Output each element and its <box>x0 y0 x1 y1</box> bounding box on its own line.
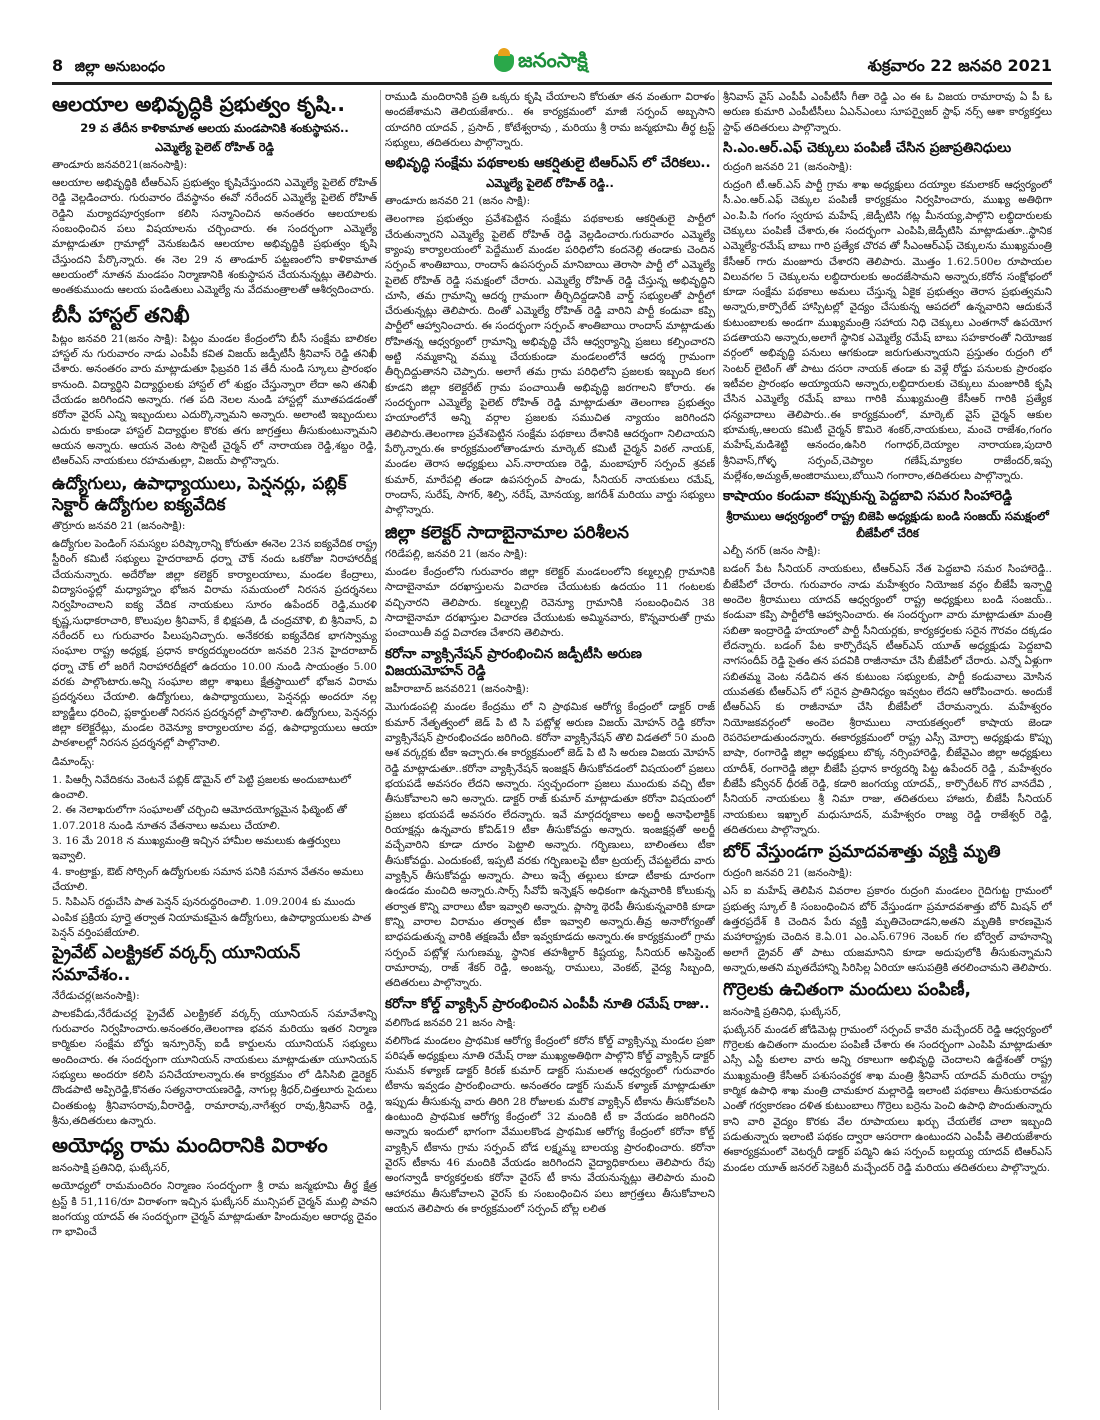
demands-label: డిమాండ్స్: <box>52 755 95 768</box>
column-divider <box>380 90 381 1410</box>
news-article <box>723 488 1052 838</box>
article-dateline: తాండూరు జనవరి 21 (జనం సాక్షి): <box>385 195 531 208</box>
article-headline: సి.ఎం.ఆర్.ఎఫ్ చెక్కులు పంపిణీ చేసిన ప్రజాప్రతినిధులు <box>723 139 1012 156</box>
article-subheadline: 29 వ తేదీన కాళికామాత ఆలయ మండపానికి శంకుస్థాపన.. <box>80 121 349 135</box>
article-headline: గొర్రెలకు ఉచితంగా మందులు పంపిణీ, <box>723 980 971 1001</box>
news-article <box>723 980 1052 1176</box>
news-article <box>52 474 377 942</box>
article-headline: ఉద్యోగులు, ఉపాధ్యాయులు, పెన్షనర్లు, పబ్లిక్ సెక్టార్ ఉద్యోగుల ఐక్యవేదిక <box>52 473 347 515</box>
logo-emblem-icon <box>494 54 514 72</box>
article-headline: అభివృద్ధి సంక్షేమ పథకాలకు ఆకర్షితులై టిఆర్ఎస్ లో చేరికలు.. <box>385 155 711 172</box>
article-headline: బీసీ హాస్టల్ తనిఖీ <box>52 302 190 327</box>
news-article <box>52 1133 377 1240</box>
paper-name: జనంసాక్షి <box>518 48 588 72</box>
news-article <box>52 943 377 1129</box>
article-headline: కరోనా కోల్డ్ వ్యాక్సిన్ ప్రారంభించిన ఎంపీపీ నూతి రమేష్ రాజు.. <box>385 995 710 1012</box>
news-article <box>723 140 1052 484</box>
column-2 <box>385 90 715 1412</box>
news-article <box>385 646 715 992</box>
article-body: ఆలయాల అభివృద్ధికి టీఆర్ఎస్ ప్రభుత్వం కృషిచేస్తుందని ఎమ్మెల్యే పైలెట్ రోహిత్ రెడ్డి వెల్లడించారు. గురువారం దేవస్థానం ఈవో నరేందర్ ఎమ్మెల్యే పైలెట్ రోహిత్ రెడ్డిని మర్యాదపూర్వకంగా కలిసి సన్మానించిన అనంతరం ఆలయాలకు సంబంధించిన పలు విషయాలను చర్చించారు. ఈ సందర్భంగా ఎమ్మెల్యే మాట్లాడుతూ గ్రామాల్లో వెనుకబడిన ఆలయాల అభివృద్ధికి ప్రభుత్వం కృషి చేస్తుందని పేర్కొన్నారు. ఈ నెల 29 న తాండూర్ పట్టణంలోని కాళికామాత ఆలయంలో నూతన మండపం నిర్మాణానికి శంకుస్థాపన చేయనున్నట్లు తెలిపారు. అంతకుముందు ఆలయ పండితులు ఎమ్మెల్యే ను వేదమంత్రాలతో ఆశీర్వదించారు. <box>52 177 377 297</box>
article-body: పిట్లం జనవరి 21(జనం సాక్షి): పిట్లం మండల కేంద్రంలోని బీసీ సంక్షేమ బాలికల హాస్టల్ ను గురువారం నాడు ఎంపీపీ కవిత విజయ్ జడ్పీటీసీ శ్రీనివాస్ రెడ్డి తనిఖీ చేశారు. అనంతరం వారు మాట్లాడుతూ ఫిబ్రవరి 1వ తేదీ నుండి స్కూలు ప్రారంభం కానుంది. విద్యార్థిని విద్యార్థులకు హాస్టల్ లో శుభ్రం చేస్తున్నారా లేదా అని తనిఖీ చేయడం జరిగిందని అన్నారు. గత పది నెలల నుండి హాస్టల్లో మూతపడడంతో కరోనా వైరస్ ఎన్ని ఇబ్బందులు ఎదుర్కొన్నామని అన్నారు. అలాంటి ఇబ్బందులు ఎదురు కాకుండా హాస్టల్ విద్యార్థుల కొరకు తగు జాగ్రత్తలు తీసుకుంటున్నామని ఆయన అన్నారు. ఆయన వెంట సొసైటీ చైర్మన్ లో నారాయణ రెడ్డి,శబ్దం రెడ్డి, టిఆర్ఎస్ నాయకులు రహమతుల్లా, విజయ్ పాల్గొన్నారు. <box>52 332 377 468</box>
article-dateline: తాండూరు జనవరి21(జనంసాక్షి): <box>52 159 188 171</box>
list-item: 2. ఈ నెలాఖరులోగా సంఘాలతో చర్చించి ఆమోదయోగ్యమైన ఫిట్మెంట్ తో 1.07.2018 నుండి నూతన వేతనాలు అమలు చేయాలి. <box>52 804 347 832</box>
article-headline: కాషాయం కండువా కప్పుకున్న పెద్దబావి సమర సింహారెడ్డి <box>723 488 1013 505</box>
article-body: రాముడి మందిరానికి ప్రతి ఒక్కరు కృషి చేయాలని కోరుతూ తన వంతుగా విరాళం అందజేశామని తెలియజేశారు.. ఈ కార్యక్రమంలో మాజీ సర్పంచ్ అబ్బసాని యాదగిరి యాదవ్ , ప్రసాద్ , కోటేశ్వరావు , మరియు శ్రీ రామ జన్మభూమి తీర్థ ట్రస్ట్ సభ్యులు, తదితరులు పాల్గొన్నారు. <box>385 91 715 149</box>
article-dateline: జనంసాక్షి ప్రతినిధి, ఘట్కేసర్, <box>52 1162 171 1175</box>
article-body: రుద్రంగి టీ.ఆర్.ఎస్ పార్టీ గ్రామ శాఖ అధ్యక్షులు దయ్యాల కమలాకర్ ఆధ్వర్యంలో సీ.ఎం.ఆర్.ఎఫ్ చెక్కుల పంపిణీ కార్యక్రమం నిర్వహించారు, ముఖ్య అతిథిగా ఎం.పి.పి గంగం స్వరూప మహేష్ ,జెడ్పీటిసి గట్ల మీనయ్య,పాల్గొని లబ్ధిదారులకు చెక్కులు పంపిణీ చేశారు,ఈ సందర్భంగా ఎంపిపి,జెడ్పీటిసి మాట్లాడుతూ..స్థానిక ఎమ్మెల్యే-రమేష్ బాబు గారి ప్రత్యేక చొరవ తో సీఎంఆర్ఎఫ్ చెక్కులను ముఖ్యమంత్రి కేసీఆర్ గారు మంజూరు చేశారని తెలిపారు. మొత్తం 1.62.500ల రూపాయల విలువగల 5 చెక్కులను లబ్ధిదారులకు అందజేసామని అన్నారు,కరోన సంక్షోభంలో కూడా సంక్షేమ పథకాలు అమలు చేస్తున్న ఏకైక ప్రభుత్వం తెరాస ప్రభుత్వమని అన్నారు,కార్పొరేట్ హాస్పిటల్లో వైద్యం చేసుకున్న ఆపదలో ఉన్నవారిని ఆదుకునే కుటుంబాలకు అండగా ముఖ్యమంత్రి సహాయ నిధి చెక్కులు ఎంతగానో ఉపయోగ పడతాయని అన్నారు,అలాగే స్థానిక ఎమ్మెల్యే రమేష్ బాబు సహకారంతో నియోజక వర్గంలో అభివృద్ధి పనులు ఆగకుండా జరుగుతున్నాయని ప్రస్తుతం రుద్రంగి లో సెంటర్ లైటింగ్ తో పాటు దసరా నాయక్ తండా కు వెళ్లే రోడ్డు పనులకు ప్రారంభం ఇటీవల ప్రారంభం అయ్యాయని అన్నారు,లబ్ధిదారులకు చెక్కులు మంజూరికి కృషి చేసిన ఎమ్మెల్యే రమేష్ బాబు గారికి ముఖ్యమంత్రి కేసీఆర్ గారికి ప్రత్యేక ధన్యవాదాలు తెలిపారు..ఈ కార్యక్రమంలో, మార్కెట్ వైస్ చైర్మన్ ఆకుల భూమక్క,ఆలయ కమిటీ చైర్మన్ కొమిరె శంకర్,నాయకులు, మంచె రాజేశం,గంగం మహేష్,మడిశెట్టి ఆనందం,ఉసిరి గంగాధర్,దెయ్యాల నారాయణ,పుదారి శ్రీనివాస్,గోళ్ళ సర్పంచ్,చెప్యాల గణేష్,మ్యాకల రాజేందర్,ఇప్ప మల్లేశం,అచ్యుత్,అంజిరాములు,బోయిని గంగారాం,తదితరులు పాల్గొన్నారు. <box>723 178 1052 483</box>
section-name: జిల్లా అనుబంధం <box>74 59 165 75</box>
article-body: అయోధ్యలో రామమందిరం నిర్మాణం సందర్భంగా శ్రీ రామ జన్మభూమి తీర్థ క్షేత్ర ట్రస్ట్ కి 51,116/రూ విరాళంగా ఇచ్చిన ఘట్కేసర్ మున్సిపల్ చైర్మన్ ముల్లి పావని జంగయ్య యాదవ్ ఈ సందర్భంగా చైర్మన్ మాట్లాడుతూ హిందువుల ఆరాధ్య దైవం గా భావించే <box>52 1180 377 1239</box>
article-subheadline: ఎమ్మెల్యే పైలెట్ రోహిత్ రెడ్డి <box>154 140 275 154</box>
article-body: శ్రీనివాస్ వైస్ ఎంపీపీ ఎంపీటీసీ గీతా రెడ్డి ఎం ఈ ఓ విజయ రామారావు ఏ పీ ఓ అరుణ కుమారి ఎంపీటీసీలు ఏఎన్ఎంలు సూపర్వైజర్ స్టాఫ్ నర్స్ ఆశా కార్యకర్తలు స్టాఫ్ తదితరులు పాల్గొన్నారు. <box>723 91 1052 134</box>
article-headline: ప్రైవేట్ ఎలక్ట్రికల్ వర్కర్స్ యూనియన్ సమావేశం.. <box>52 943 301 985</box>
news-article <box>723 90 1052 136</box>
article-dateline: రుద్రంగి జనవరి 21 (జనంసాక్షి): <box>723 867 853 880</box>
news-article <box>385 155 715 518</box>
list-item: 4. కాంట్రాక్టు, ఔట్ సోర్సింగ్ ఉద్యోగులకు సమాన పనికి సమాన వేతనం అమలు చేయాలి. <box>52 865 364 893</box>
article-dateline: వలిగొండ జనవరి 21 జనం సాక్షి: <box>385 1016 516 1029</box>
news-article <box>385 90 715 151</box>
news-article <box>52 92 377 299</box>
article-body: వలిగొండ మండలం ప్రాథమిక ఆరోగ్య కేంద్రంలో కరోన కోల్డ్ వ్యాక్సిన్ను మండల ప్రజా పరిషత్ అధ్యక్షులు నూతి రమేష్ రాజు ముఖ్యఅతిథిగా పాల్గొని కోల్డ్ వ్యాక్సిన్ డాక్టర్ సుమన్ కళ్యాణ్ డాక్టర్ కిరణ్ కుమార్ డాక్టర్ సుమలత ఆధ్వర్యంలో గురువారం టీకాను ఇవ్వడం ప్రారంభించారు. అనంతరం డాక్టర్ సుమన్ కళ్యాణ్ మాట్లాడుతూ ఇప్పుడు తీసుకున్న వారు తిరిగి 28 రోజులకు మరొక వ్యాక్సిన్ టీకాను తీసుకోవలసి ఉంటుంది ప్రాథమిక ఆరోగ్య కేంద్రంలో 32 మందికి టీ కా వేయడం జరిగిందని అన్నారు ఇందులో భాగంగా వేములకొండ ప్రాథమిక ఆరోగ్య కేంద్రంలో కరోనా కోల్డ్ వ్యాక్సిన్ టీకాను గ్రామ సర్పంచ్ బోడ లక్ష్మమ్మ బాలయ్య ప్రారంభించారు. కరోనా వైరస్ టీకాను 46 మందికి వేయడం జరిగిందని వైద్యాధికారులు తెలిపారు రేపు అంగన్వాడీ కార్యకర్తలకు కరోనా వైరస్ టీ కాను వేయనున్నట్లు తెలిపారు మంచి ఆహారము తీసుకోవాలని వైరస్ కు సంబంధించిన పలు జాగ్రత్తలు తీసుకోవాలని ఆయన తెలిపారు ఈ కార్యక్రమంలో సర్పంచ్ బోల్ల లలిత <box>385 1034 715 1216</box>
column-1 <box>52 90 377 1412</box>
article-headline: బోర్ వేస్తుండగా ప్రమాదవశాత్తు వ్యక్తి మృతి <box>723 842 1001 863</box>
list-item: 5. సిపిఎస్ రద్దుచేసి పాత పెన్షన్ పునరుద్ధరించాలి. 1.09.2004 కు ముందు ఎంపిక ప్రక్రియ పూర్తై తర్వాత నియామకమైన ఉద్యోగులు, ఉపాధ్యాయులకు పాత పెన్షన్ వర్తింపజేయాలి. <box>52 896 372 939</box>
article-dateline: జహీరాబాద్ జనవరి21 (జనంసాక్షి): <box>385 683 530 696</box>
article-body: పాలకవీడు,నేరేడుచర్ల ప్రైవేట్ ఎలక్ట్రికల్ వర్కర్స్ యూనియన్ సమావేశాన్ని గురువారం నిర్వహించారు.అనంతరం,తెలంగాణ భవన మరియు ఇతర నిర్మాణ కార్మికుల సంక్షేమ బోర్డు ఇన్సూరెన్స్ ఐడీ కార్డులను యూనియన్ సభ్యులు అందించారు. ఈ సందర్భంగా యూనియన్ నాయకులు మాట్లాడుతూ యూనియన్ సభ్యులు అందరూ కలిసి పనిచేయాలన్నారు.ఈ కార్యక్రమం లో డిసిసిబి డైరెక్టర్ దొండపాటి అప్పిరెడ్డి,కొనతం సత్యనారాయణరెడ్డి, నాగుల్ల శ్రీధర్,చిత్తలూరు సైదులు చింతకుంట్ల శ్రీనివాసరావు,వీరారెడ్డి, రామారావు,నాగేశ్వర రావు,శ్రీనివాస్ రెడ్డి, శ్రీను,తదితరులు ఉన్నారు. <box>52 1007 377 1128</box>
article-body: ఎస్ ఐ మహేష్ తెలిపిన వివరాల ప్రకారం రుద్రంగి మండలం గైదిగుట్ట గ్రామంలో ప్రభుత్వ స్కూల్ కి సంబంధించిన బోర్ వేస్తుండగా ప్రమాదవశాత్తు బోర్ మిషన్ లో ఉత్తరప్రదేశ్ కి చెందిన పేరు వ్యక్తి మృతిచెందాడని,అతని మృతికి కారణమైన మహారాష్ట్రకు చెందిన కె.ఏ.01 ఎం.ఎస్.6796 నెంబర్ గల బోర్వెల్ వాహనాన్ని అలాగే డ్రైవర్ తో పాటు యజమానిని కూడా అదుపులోకి తీసుకున్నామని అన్నారు,అతని మృతదేహాన్ని సిరిసిల్ల ఏరియా ఆసుపత్రికి తరలించామని తెలిపారు. <box>723 885 1052 975</box>
article-dateline: నేరేడుచర్ల(జనంసాక్షి): <box>52 989 140 1002</box>
demands-list <box>52 773 377 942</box>
article-headline: జిల్లా కలెక్టర్ సాదాబైనామాల పరిశీలన <box>385 522 629 543</box>
article-dateline: ఎల్బీ నగర్ (జనం సాక్షి): <box>723 545 821 558</box>
paper-logo <box>494 48 588 77</box>
article-subheadline: శ్రీరాములు ఆధ్వర్యంలో రాష్ట్ర బిజెపి అధ్యక్షుడు బండి సంజయ్ సమక్షంలో బీజేపీలో చేరిక <box>726 509 1049 541</box>
article-body: మొగుడంపల్లి మండల కేంద్రము లో ని ప్రాథమిక ఆరోగ్య కేంద్రంలో డాక్టర్ రాజ్ కుమార్ నేతృత్వంలో జెడ్ పి టి సి పట్లోళ్ల అరుణ విజయ్ మోహన్ రెడ్డి కరోనా వ్యాక్సినేషన్ ప్రారంభించడం జరిగింది. కరోనా వ్యాక్సినేషన్ తొలి విడతలో 50 మంది ఆశ వర్కర్లకు టీకా ఇచ్చారు.ఈ కార్యక్రమంలో జెడ్ పి టి సి అరుణ విజయ మోహన్ రెడ్డి మాట్లాడుతూ..కరోనా వ్యాక్సినేషన్ ఇంజక్షన్ తీసుకోవడంలో విషయంలో ప్రజలు భయపడే అవసరం లేదని అన్నారు. స్వచ్ఛందంగా ప్రజలు ముందుకు వచ్చి టీకా తీసుకోవాలని అని అన్నారు. డాక్టర్ రాజ్ కుమార్ మాట్లాడుతూ కరోనా విషయంలో ప్రజలు భయపడే అవసరం లేదన్నారు. ఇవే మార్గదర్శకాలు అలర్జీ అనాఫిలాక్టిక్ రియాక్షన్లు ఉన్నవారు కోవిడ్19 టీకా తీసుకోవద్దు అన్నారు. ఇంజక్షన్లతో అలర్జీ వచ్చేవారిని కూడా దూరం పెట్టాలి అన్నారు. గర్భిణులు, బాలింతలు టీకా తీసుకోవద్దు. ఎందుకంటే, ఇప్పటి వరకు గర్భిణులపై టీకా ట్రయల్స్ చేపట్టలేదు వారు వ్యాక్సిన్ తీసుకోవద్దు అన్నారు. పాలు ఇచ్చే తల్లులు కూడా టీకాకు దూరంగా ఉండడం మంచిది అన్నారు.సార్స్ సీవోవీ ఇన్ఫెక్షన్ అధికంగా ఉన్నవారికి కోలుకున్న తర్వాత కొన్ని వారాలు టీకా ఇవ్వాలి అన్నారు. ప్లాస్మా థెరపీ తీసుకున్నవారికి కూడా కొన్ని వారాల విరామం తర్వాత టీకా ఇవ్వాలి అన్నారు.తీవ్ర అనారోగ్యంతో బాధపడుతున్న వారికి తక్షణమే టీకా ఇవ్వకూడదు అన్నారు.ఈ కార్యక్రమంలో గ్రామ సర్పంచ్ పట్లోళ్ల సుగుణమ్మ, స్థానిక తహశీల్దార్ కిష్టయ్య, సీనియర్ అసిస్టెంట్ రామారావు, రాజ్ శేకర్ రెడ్డి, అంజన్న, రాములు, వెంకట్, వైద్య సిబ్బంది, తదితరులు పాల్గొన్నారు. <box>385 701 715 990</box>
column-divider <box>718 90 719 1410</box>
page-number-section <box>52 56 165 78</box>
issue-date: శుక్రవారం 22 జనవరి 2021 <box>867 56 1052 75</box>
article-headline: ఆలయాల అభివృద్ధికి ప్రభుత్వం కృషి.. <box>52 92 346 116</box>
article-headline: కరోనా వ్యాక్సినేషన్ ప్రారంభించిన జడ్పీటీసి అరుణ విజయమోహన్ రెడ్డి <box>385 645 642 679</box>
column-3 <box>723 90 1052 1412</box>
article-body: ఉద్యోగుల పెండింగ్ సమస్యల పరిష్కారాన్ని కోరుతూ ఈనెల 23న ఐక్యవేదిక రాష్ట్ర స్టీరింగ్ కమిటీ సభ్యులు హైదరాబాద్ ధర్నా చౌక్ నందు ఒకరోజు నిరాహారదీక్ష చేయనున్నారు. అదేరోజు జిల్లా కలెక్టర్ కార్యాలయాలు, మండల కేంద్రాలు, విద్యాసంస్థల్లో మధ్యాహ్నం భోజన విరామ సమయంలో నిరసన ప్రదర్శనలు నిర్వహించాలని ఐక్య వేదిక నాయకులు సూరం ఉపేందర్ రెడ్డి,మురళి కృష్ణ,సుధాకరాచారి, కొలుపుల శ్రీనివాస్, కే భిక్షపతి, డీ చంద్రమౌళి, బి శ్రీనివాస్, వి నరేందర్ లు గురువారం పిలుపునిచ్చారు. అనేకరకు ఐక్యవేదిక భాగస్వామ్య సంఘాల రాష్ట్ర అధ్యక్ష, ప్రధాన కార్యదర్శులందరూ జనవరి 23న హైదరాబాద్ ధర్నా చౌక్ లో జరిగే నిరాహారదీక్షలో ఉదయం 10.00 నుండి సాయంత్రం 5.00 వరకు పాల్గొంటారు.అన్ని సంఘాల జిల్లా శాఖలు క్షేత్రస్థాయిలో భోజన విరామ ప్రదర్శనలు చేయాలి. ఉద్యోగులు, ఉపాధ్యాయులు, పెన్షనర్లు అందరూ నల్ల బ్యాడ్జీలు ధరించి, ప్లకార్డులతో నిరసన ప్రదర్శనల్లో పాల్గొనాలి. ఉద్యోగులు, పెన్షనర్లు జిల్లా కలెక్టరేట్లు, మండల రెవెన్యూ కార్యాలయాల వద్ద, ఉపాధ్యాయులు ఆయా పాఠశాలల్లో నిరసన ప్రదర్శనల్లో పాల్గొనాలి. <box>52 538 377 750</box>
masthead <box>52 48 1052 85</box>
news-article <box>52 303 377 470</box>
news-article <box>385 523 715 642</box>
list-item: 1. పిఆర్సీ నివేదికను వెంటనే పబ్లిక్ డొమైన్ లో పెట్టి ప్రజలకు అందుబాటులో ఉంచాలి. <box>52 773 351 801</box>
list-item: 3. 16 మే 2018 న ముఖ్యమంత్రి ఇచ్చిన హామీల అమలుకు ఉత్తర్వులు ఇవ్వాలి. <box>52 834 341 863</box>
article-body: మండల కేంద్రంలోని గురువారం జిల్లా కలెక్టర్ మండలంలోని కల్మల్పల్లి గ్రామానికి సాదాబైనామా దరఖాస్తులను విచారణ చేయుటకు ఉదయం 11 గంటలకు వచ్చినారని తెలిపారు. కల్మల్పల్లి రెవెన్యూ గ్రామానికి సంబంధించిన 38 సాదాబైనామా దరఖాస్తుల విచారణ చేయుటకు అమ్మినవారు, కొన్నవారుతో గ్రామ పంచాయితీ వద్ద విచారణ చేశారని తెలిపారు. <box>385 566 715 640</box>
article-subheadline: ఎమ్మెల్యే పైలెట్ రోహిత్ రెడ్డి.. <box>486 176 614 191</box>
article-headline: అయోధ్య రామ మందిరానికి విరాళం <box>52 1133 328 1158</box>
article-body: బడంగ్ పేట సీనియర్ నాయకులు, టీఆర్ఎస్ నేత పెద్దబావి సమర సింహారెడ్డి.. బీజేపీలో చేరారు. గురువారం నాడు మహేశ్వరం నియోజక వర్గం బీజేపీ ఇన్చార్జి అందెల శ్రీరాములు యాదవ్ ఆధ్వర్యంలో రాష్ట్ర అధ్యక్షులు బండి సంజయ్.. కండువా కప్పి పార్టీలోకి ఆహ్వానించారు. ఈ సందర్భంగా వారు మాట్లాడుతూ మంత్రి సబితా ఇంద్రారెడ్డి హయాంలో పార్టీ సీనియర్లకు, కార్యకర్తలకు సరైన గౌరవం దక్కడం లేదన్నారు. బడంగ్ పేట కార్పొరేషన్ టీఆర్ఎస్ యూత్ అధ్యక్షుడు పెద్దబావి నాగసందీప్ రెడ్డి సైతం తన పదవికి రాజీనామా చేసి బీజేపీలో చేరారు. ఎన్నో ఏళ్లుగా సబితమ్మ వెంట నడిచిన తన కుటుంబ సభ్యులకు, పార్టీ కండువాలు మోసిన యువతకు టీఆర్ఎస్ లో సరైన ప్రాతినిధ్యం ఇవ్వటం లేదని ఆరోపించారు. అందుకే టీఆర్ఎస్ కు రాజీనామా చేసి బీజేపీలో చేరామన్నారు. మహేశ్వరం నియోజకవర్గంలో అందెల శ్రీరాములు నాయకత్వంలో కాషాయ జెండా రెపరెపలాడుతుందన్నారు. ఈకార్యక్రమంలో రాష్ట్ర ఎస్సీ మోర్చా అధ్యక్షుడు కొప్పు బాషా, రంగారెడ్డి జిల్లా అధ్యక్షులు బొక్క నర్సింహారెడ్డి, బీజేవైఎం జిల్లా అధ్యక్షులు యాదీశ్, రంగారెడ్డి జిల్లా బీజేపీ ప్రధాన కార్యదర్శి పిట్ట ఉపేందర్ రెడ్డి , మహేశ్వరం బీజేపీ కన్వీనర్ ధీరజ్ రెడ్డి, కడారి జంగయ్య యాదవ్,, కార్పొరేటర్ గొర వానదేవి , సీనియర్ నాయకులు శ్రీ నిమా రాజు, తదితరులు హాజరు, బీజేపీ సీనియర్ నాయకులు ఇఖ్బాల్ మధుసూదన్, మహేశ్వరం రాజ్య రెడ్డి రాజేశ్వర్ రెడ్డి, తదితరులు పాల్గొన్నారు. <box>723 563 1052 836</box>
article-dateline: గరిడేపల్లి, జనవరి 21 (జనం సాక్షి): <box>385 548 528 560</box>
article-body: తెలంగాణ ప్రభుత్వం ప్రవేశపెట్టిన సంక్షేమ పథకాలకు ఆకర్షితులై పార్టీలో చేరుతున్నారని ఎమ్మెల్యే పైలెట్ రోహిత్ రెడ్డి వెల్లడించారు.గురువారం ఎమ్మెల్యే క్యాంపు కార్యాలయంలో పెద్దేముల్ మండల పరిధిలోని కందనెల్లి తండాకు చెందిన సర్పంచ్ శాంతిబాయి, రాందాస్ ఉపసర్పంచ్ మానిబాయి తెరాసా పార్టీ లో ఎమ్మెల్యే పైలెట్ రోహిత్ రెడ్డి సమక్షంలో చేరారు. ఎమ్మెల్యే రోహిత్ రెడ్డి చేస్తున్న అభివృద్ధిని చూసి, తమ గ్రామాన్ని ఆదర్శ గ్రామంగా తీర్చిదిద్దడానికి వార్డ్ సభ్యులతో పార్టీలో చేరుతున్నట్లు తెలిపారు. దింతో ఎమ్మెల్యే రోహిత్ రెడ్డి వారిని పార్టీ కండువా కప్పి పార్టీలో ఆహ్వానించారు. ఈ సందర్భంగా సర్పంచ్ శాంతిబాయి రాందాస్ మాట్లాడుతు రోహితన్న ఆధ్వర్యంలో గ్రామాన్ని అభివృద్ధి చేసే ఆధ్వర్యాన్ని ప్రజలు కల్పించారని అట్టి నమ్మకాన్ని వమ్ము చేయకుండా మండలంలోనే ఆదర్శ గ్రామంగా తీర్చిదిద్దుతానని చెప్పారు. అలాగే తమ గ్రామ పరిధిలోని ప్రజలకు ఇబ్బంది కలగ కూడని జిల్లా కలెక్టరేట్ గ్రామ పంచాయితీ అభివృద్ధి జరగాలని కోరారు. ఈ సందర్భంగా ఎమ్మెల్యే పైలెట్ రోహిత్ రెడ్డి మాట్లాడుతూ తెలంగాణ ప్రభుత్వం హయాంలోనే అన్ని వర్గాల ప్రజలకు సముచిత న్యాయం జరిగిందని తెలిపారు.తెలంగాణ ప్రవేశపెట్టిన సంక్షేమ పథకాలు దేశానికి ఆదర్శంగా నిలిచాయని పేర్కొన్నారు.ఈ కార్యక్రమంలోతాండూరు మార్కెట్ కమిటీ చైర్మన్ విఠల్ నాయక్, మండల తెరాస అధ్యక్షులు ఎస్.నారాయణ రెడ్డి, మంబాపూర్ సర్పంచ్ శ్రవణ్ కుమార్, మారేపల్లి తండా ఉపసర్పంచ్ పాండు, సీనియర్ నాయకులు రమేష్, రాందాస్, సురేష్, సాగర్, శిల్పి, నరేష్, మోనయ్య, జగదీశ్ మరియు వార్డు సభ్యులు పాల్గొన్నారు. <box>385 213 715 517</box>
article-dateline: తొర్రూరు జనవరి 21 (జనంసాక్షి): <box>52 520 186 533</box>
news-article <box>385 996 715 1218</box>
article-dateline: జనంసాక్షి ప్రతినిధి, ఘట్కేసర్, <box>723 1005 842 1018</box>
page-number: 8 <box>52 56 64 75</box>
article-body: ఘట్కేసర్ మండల్ జోడిమెట్ల గ్రామంలో సర్పంచ్ కావేరి మచ్చేందర్ రెడ్డి ఆధ్వర్యంలో గొర్రెలకు ఉచితంగా మందుల పంపిణీ చేశారు ఈ సందర్భంగా ఎంపిపి మాట్లాడుతూ ఎస్సీ ఎస్టీ కులాల వారు అన్ని రకాలుగా అభివృద్ధి చెందాలని ఉద్దేశంతో రాష్ట్ర ముఖ్యమంత్రి కేసీఆర్ పశుసంవర్థక శాఖ మంత్రి శ్రీనివాస్ యాదవ్ మరియు రాష్ట్ర కార్మిక ఉపాధి శాఖ మంత్రి చామకూర మల్లారెడ్డి ఇలాంటి పథకాలు తీసుకురావడం ఎంతో గర్వకారణం దళిత కుటుంబాలు గొర్రెలు బర్రెను పెంచి ఉపాధి పొందుతున్నారు కాని వారి వైద్యం కొరకు వేల రూపాయలు ఖర్చు చేయలేక చాలా ఇబ్బంది పడుతున్నారు ఇలాంటి పథకం ద్వారా ఆసరాగా ఉంటుందని ఎంపీపీ తెలియజేశారు ఈకార్యక్రమంలో వెటర్నరీ డాక్టర్ పద్మిని ఉప సర్పంచ్ బల్లయ్య యాదవ్ టిఆర్ఎస్ మండల యూత్ జనరల్ సెక్రెటరీ మచ్చేందర్ రెడ్డి మరియు తదితరులు పాల్గొన్నారు. <box>723 1023 1052 1174</box>
news-article <box>723 842 1052 976</box>
article-dateline: రుద్రంగి జనవరి 21 (జనంసాక్షి): <box>723 160 853 173</box>
